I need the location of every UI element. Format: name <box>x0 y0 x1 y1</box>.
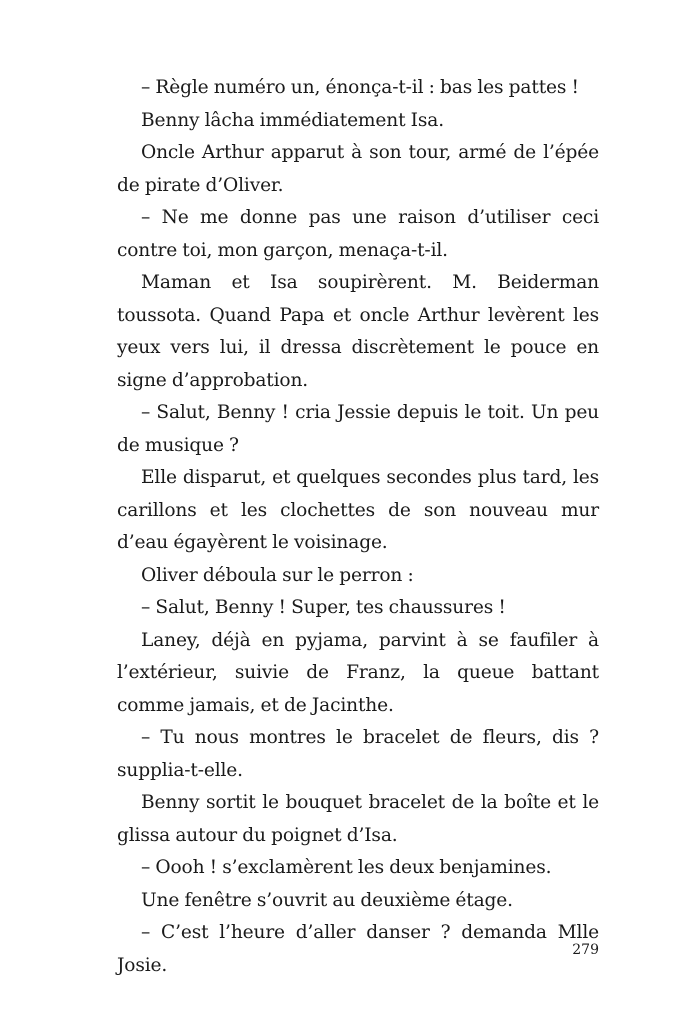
paragraph: Une fenêtre s’ouvrit au deuxième étage. <box>141 889 513 911</box>
paragraph: Maman et Isa soupirèrent. M. Beiderman toussota. Quand Papa et oncle Arthur levèrent les yeux vers lui, il dressa discrètement le pouce en signe d’approbation. <box>117 272 599 391</box>
page-number: 279 <box>572 942 599 958</box>
paragraph: Oncle Arthur apparut à son tour, armé de l’épée de pirate d’Oliver. <box>117 142 599 196</box>
paragraph: – Règle numéro un, énonça-t-il : bas les pattes ! <box>141 77 579 98</box>
paragraph: Benny sortit le bouquet bracelet de la boîte et le glissa autour du poignet d’Isa. <box>117 792 599 846</box>
paragraph: – Salut, Benny ! cria Jessie depuis le toit. Un peu de musique ? <box>117 402 599 456</box>
paragraph: – Ne me donne pas une raison d’utiliser ceci contre toi, mon garçon, menaça-t-il. <box>117 207 599 261</box>
body-text <box>117 72 599 982</box>
paragraph: – Salut, Benny ! Super, tes chaussures ! <box>141 597 506 618</box>
paragraph: – C’est l’heure d’aller danser ? demanda Mlle Josie. <box>117 922 599 976</box>
paragraph: – Tu nous montres le bracelet de fleurs, dis ? supplia-t-elle. <box>117 727 599 781</box>
paragraph: – Oooh ! s’exclamèrent les deux benjamines. <box>141 857 552 878</box>
paragraph: Benny lâcha immédiatement Isa. <box>141 109 444 131</box>
paragraph: Laney, déjà en pyjama, parvint à se faufiler à l’extérieur, suivie de Franz, la queue battant comme jamais, et de Jacinthe. <box>117 629 599 716</box>
paragraph: Oliver déboula sur le perron : <box>141 564 414 586</box>
paragraph: Elle disparut, et quelques secondes plus tard, les carillons et les clochettes de son nouveau mur d’eau égayèrent le voisinage. <box>117 467 599 553</box>
